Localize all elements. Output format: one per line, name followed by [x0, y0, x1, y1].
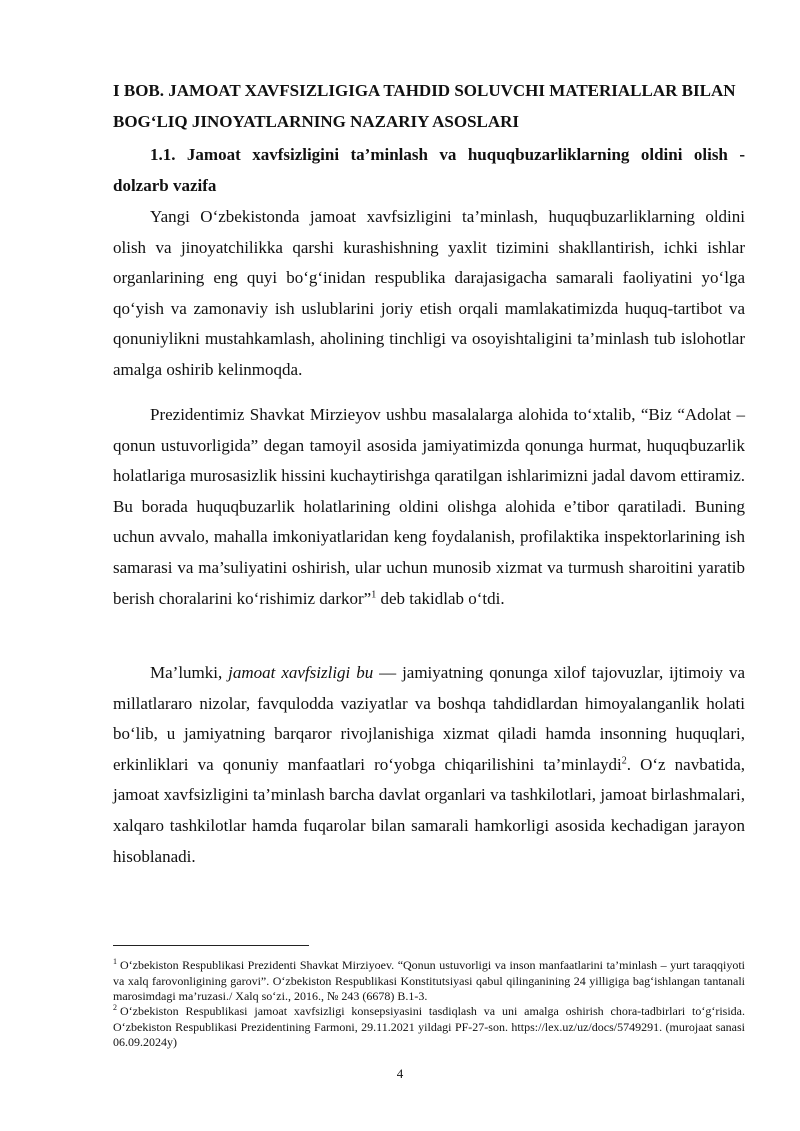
paragraph-3-text: — jamiyatning qonunga xilof tajovuzlar, ijtimoiy va millatlararo nizolar, favqulodda vaziyatlar va boshqa tahdidlardan himoyalanganlik holati bo‘lib, u jamiyatning barqaror rivojlanishiga xizmat qiladi hamda insonning huquqlari, erkinliklari va qonuniy manfaatlari ro‘yobga chiqarilishini ta’minlaydi [113, 663, 745, 774]
body-paragraph-1: Yangi O‘zbekistonda jamoat xavfsizligini ta’minlash, huquqbuzarliklarning oldini olish va jinoyatchilikka qarshi kurashishning yaxlit tizimini shakllantirish, ichki ishlar organlarining eng quyi bo‘g‘inidan respublika darajasigacha samarali faoliyatini yo‘lga qo‘yish va zamonaviy ish uslublarini joriy etish orqali mamlakatimizda huquq-tartibot va qonuniylikni mustahkamlash, aholining tinchligi va osoyishtaligini ta’minlash tub islohotlar amalga oshirib kelinmoqda. [113, 207, 745, 379]
footnote-2-text: O‘zbekiston Respublikasi jamoat xavfsizligi konsepsiyasini tasdiqlash va uni amalga oshirish chora-tadbirlari to‘g‘risida. O‘zbekiston Respublikasi Prezidentining Farmoni, 29.11.2021 yildagi PF-27-son. https://lex.uz/uz/docs/5749291. (murojaat sanasi 06.09.2024y) [113, 1004, 745, 1049]
page-number: 4 [396, 1066, 404, 1081]
body-paragraph-2 [113, 400, 745, 614]
chapter-title: I BOB. JAMOAT XAVFSIZLIGIGA TAHDID SOLUVCHI MATERIALLAR BILAN BOG‘LIQ JINOYATLARNING NAZARIY ASOSLARI [113, 81, 736, 131]
footnote-ref-1[interactable]: 1 [371, 588, 377, 600]
paragraph-3-tail: . O‘z navbatida, jamoat xavfsizligini ta’minlash barcha davlat organlari va tashkilotlari, jamoat birlashmalari, xalqaro tashkilotlar hamda fuqarolar bilan samarali hamkorligi asosida kechadigan jarayon hisoblanadi. [113, 754, 745, 866]
footnote-ref-2[interactable]: 2 [621, 755, 627, 767]
section-title: 1.1. Jamoat xavfsizligini ta’minlash va huquqbuzarliklarning oldini olish - dolzarb vazifa [113, 145, 745, 195]
footnote-2-number: 2 [113, 1003, 117, 1012]
paragraph-2-text: Prezidentimiz Shavkat Mirzieyov ushbu masalalarga alohida to‘xtalib, “Biz “Adolat – qonun ustuvorligida” degan tamoyil asosida jamiyatimizda qonunga hurmat, huquqbuzarlik holatlariga murosasizlik hissini kuchaytirishga qaratilgan ishlarimizni jadal davom ettiramiz. Bu borada huquqbuzarlik holatlarining oldini olishga alohida e’tibor qaratiladi. Buning uchun avvalo, mahalla imkoniyatlaridan keng foydalanish, profilaktika inspektorlarining ish samarasi va ma’suliyatini oshirish, ular uchun munosib xizmat va turmush sharoitini yaratib berish choralarini ko‘rishimiz darkor” [113, 405, 745, 608]
paragraph-3-italic-term: jamoat xavfsizligi bu [228, 663, 374, 682]
body-paragraph-3 [113, 658, 745, 872]
footnote-separator [113, 945, 309, 946]
paragraph-3-lead: Ma’lumki, [150, 663, 229, 682]
footnote-1-number: 1 [113, 957, 117, 966]
footnote-2 [113, 1004, 745, 1051]
footnote-1 [113, 958, 745, 1005]
footnote-1-text: O‘zbekiston Respublikasi Prezidenti Shavkat Mirziyoev. “Qonun ustuvorligi va inson manfaatlarini ta’minlash – yurt taraqqiyoti va xalq farovonligining garovi”. O‘zbekiston Respublikasi Konstitutsiyasi qabul qilinganining 24 yilligiga bag‘ishlangan tantanali marosimdagi ma’ruzasi./ Xalq so‘zi., 2016., № 243 (6678) B.1-3. [113, 958, 745, 1003]
paragraph-2-tail: deb takidlab o‘tdi. [376, 588, 505, 608]
